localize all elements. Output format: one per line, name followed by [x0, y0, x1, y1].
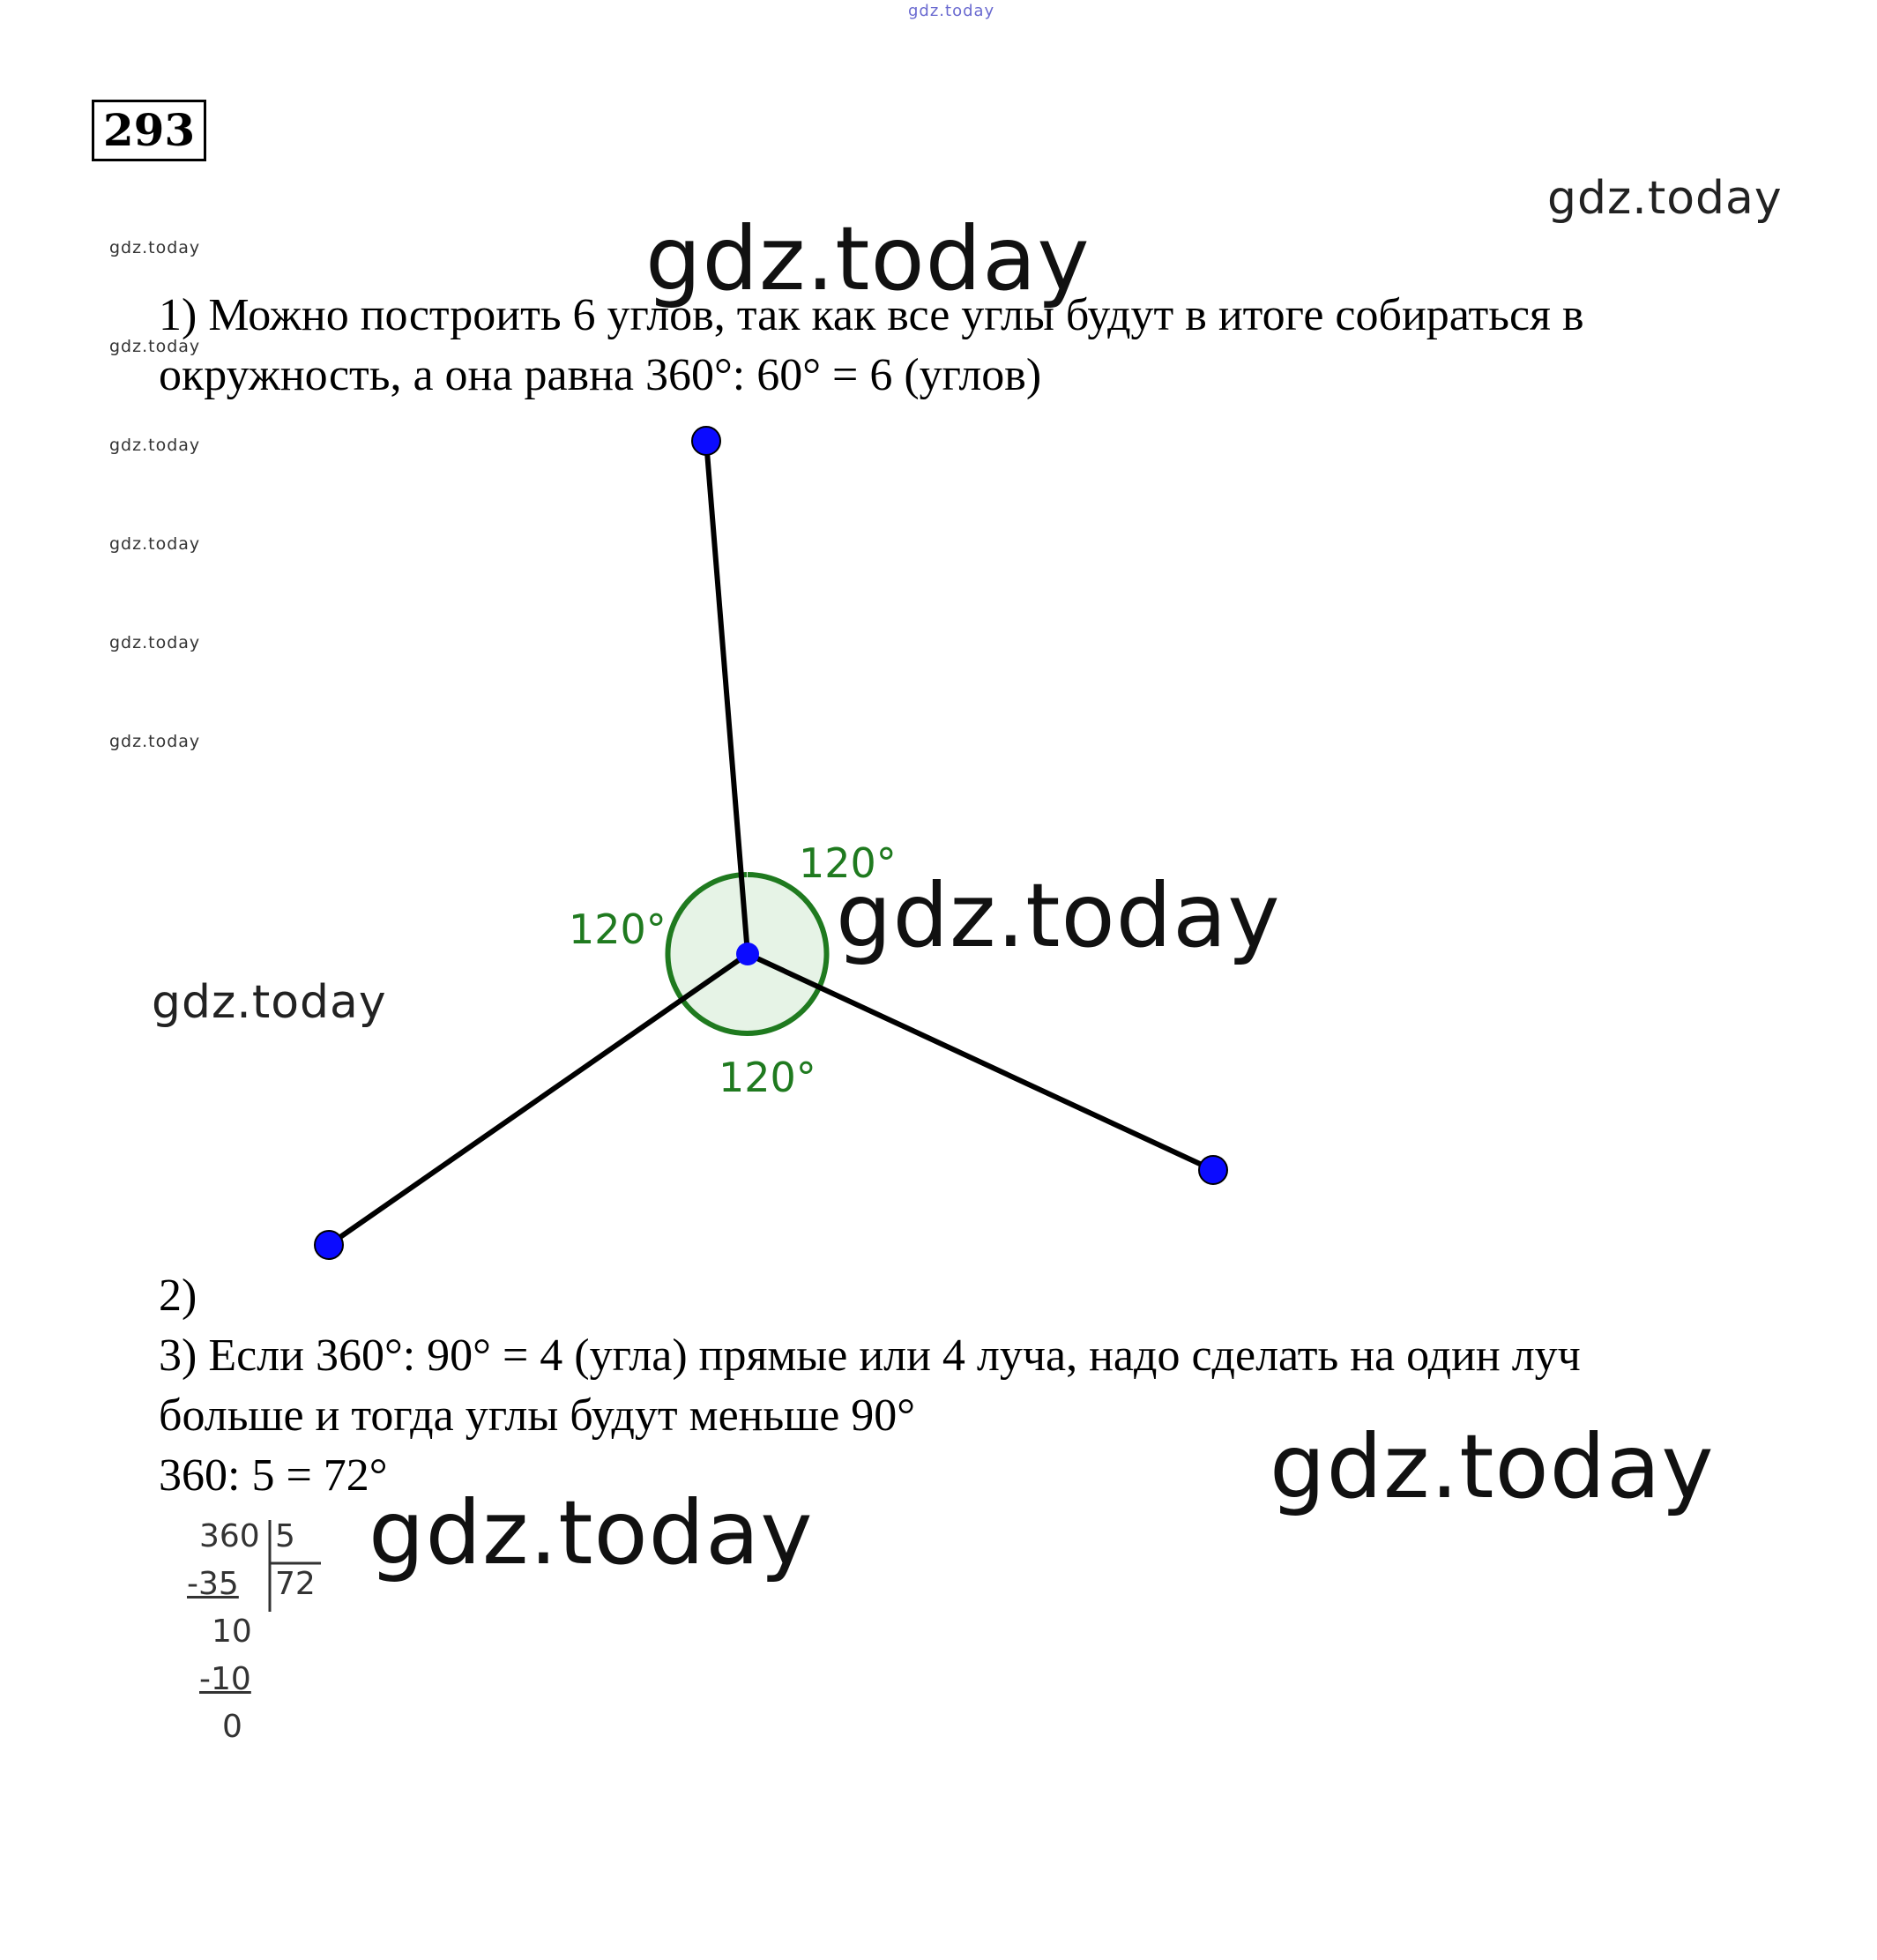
- part3-line1: 3) Если 360°: 90° = 4 (угла) прямые или 4 луча, надо сделать на один луч: [159, 1330, 1581, 1381]
- watermark-large: gdz.today: [645, 207, 1091, 310]
- division-divisor: 5: [275, 1518, 295, 1554]
- watermark-large: gdz.today: [369, 1481, 814, 1584]
- watermark-small: gdz.today: [109, 633, 201, 652]
- watermark-medium: gdz.today: [152, 976, 387, 1029]
- division-quotient: 72: [275, 1566, 316, 1602]
- watermark-small: gdz.today: [109, 534, 201, 554]
- part3-line2: больше и тогда углы будут меньше 90°: [159, 1390, 916, 1441]
- division-step2: -10: [199, 1661, 251, 1697]
- watermark-small: gdz.today: [109, 732, 201, 751]
- problem-number: 293: [92, 100, 206, 161]
- division-remainder1: 10: [212, 1613, 252, 1650]
- watermark-small: gdz.today: [109, 436, 201, 455]
- part1-line2: окружность, а она равна 360°: 60° = 6 (углов): [159, 350, 1042, 400]
- division-remainder2: 0: [222, 1709, 242, 1745]
- angle-label: 120°: [719, 1054, 816, 1101]
- angle-label: 120°: [569, 905, 667, 953]
- division-dividend: 360: [199, 1518, 260, 1554]
- part2-label: 2): [159, 1271, 197, 1321]
- division-step1: -35: [187, 1566, 239, 1602]
- part1-line1: 1) Можно построить 6 углов, так как все углы будут в итоге собираться в: [159, 290, 1584, 340]
- watermark-small: gdz.today: [109, 238, 201, 257]
- part3-line3: 360: 5 = 72°: [159, 1450, 388, 1501]
- watermark-small: gdz.today: [109, 337, 201, 356]
- angle-label: 120°: [799, 839, 897, 887]
- watermark-large: gdz.today: [1270, 1415, 1715, 1518]
- watermark-top: gdz.today: [908, 2, 995, 20]
- watermark-medium: gdz.today: [1547, 172, 1783, 225]
- watermark-large: gdz.today: [836, 864, 1281, 967]
